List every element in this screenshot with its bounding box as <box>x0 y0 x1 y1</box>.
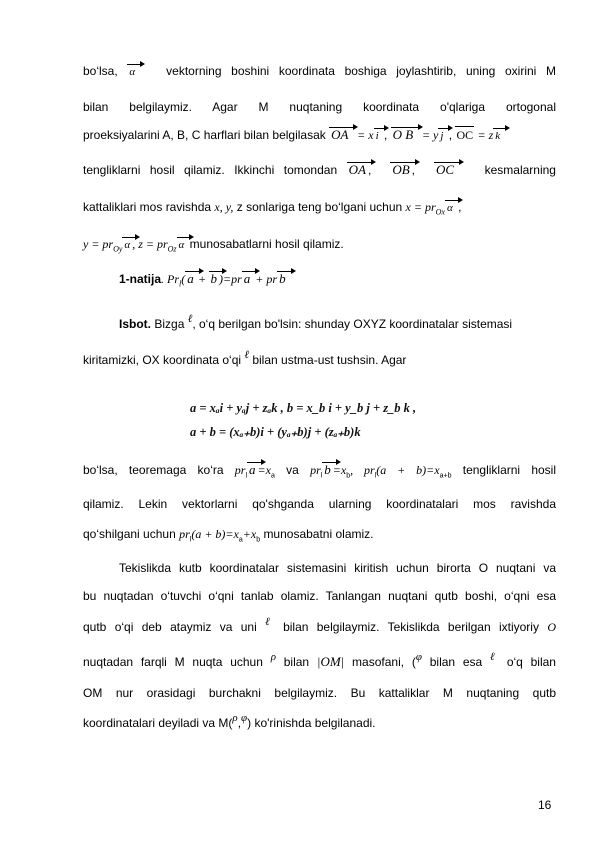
page-number: 16 <box>538 798 552 812</box>
text-line-12: qo‘shilgani uchun $pr_l(a + b)=x_a+x_b$ munosabatni olamiz. <box>83 527 374 544</box>
text-line-5: kattaliklari mos ravishda x, y, z sonlariga teng bo‘lgani uchun $x = pr_{Ox}$ α , <box>83 200 462 217</box>
text-line-3: proeksiyalarini A, B, C harflari bilan belgilasak OA = x i , O B = y j , OC = z k <box>83 127 501 142</box>
text-line-4: tengliklarni hosil qilamiz. Ikkinchi tomondan OA , OB , OC kesmalarning <box>83 162 556 177</box>
text-line-9: kiritamizki, OX koordinata o‘qi ℓ bilan ustma-ust tushsin. Agar <box>83 349 407 367</box>
vector-sum-equation <box>190 397 428 445</box>
text-line-16: nuqtadan farqli M nuqta uchun ρ bilan |OM| masofani, (φ bilan esa ℓ o‘q bilan <box>83 651 556 669</box>
text-line-13: Tekislikda kutb koordinatalar sistemasini kiritish uchun birorta O nuqtani va <box>119 561 556 575</box>
text-line-1: bo‘lsa, α vektorning boshini koordinata boshiga joylashtirib, uning oxirini M <box>83 64 556 78</box>
text-line-18: koordinatalari deyiladi va M(ρ,φ) ko'rinishda belgilanadi. <box>83 712 376 730</box>
result-label: 1-natija <box>119 272 162 286</box>
text-line-15: qutb o‘qi deb ataymiz va uni ℓ bilan belgilaymiz. Tekislikda berilgan ixtiyoriy O <box>83 616 556 634</box>
vector-oa: OA <box>331 127 349 142</box>
text-line-10: bo‘lsa, teoremaga ko‘ra $pr_l$ $a =x_a$ va $pr_l$ $b =x_b$, $pr_l(a + b)=x_{a+b}$ tengliklarni hosil <box>83 462 557 480</box>
proof-label: Isbot. <box>119 317 151 331</box>
text-line-6: $y = pr_{Oy}$ α , $z = pr_{Oz}$ α munosabatlarni hosil qilamiz. <box>83 237 344 254</box>
vector-ob: O B <box>392 127 414 142</box>
text-line-2: bilan belgilaymiz. Agar M nuqtaning koordinata o'qlariga ortogonal <box>83 100 556 114</box>
vector-alpha: α <box>129 66 136 78</box>
segment-oc: OC <box>456 128 474 142</box>
result-1-line: 1-natija. $Pr_l$( a + b )=pr a + pr b <box>119 271 286 289</box>
text-line-11: qilamiz. Lekin vektorlarni qo'shganda ularning koordinatalari mos ravishda <box>83 497 556 511</box>
proof-line: Isbot. Bizga ℓ, o‘q berilgan bo'lsin: shunday OXYZ koordinatalar sistemasi <box>119 313 513 331</box>
equation-row-1: a = xₐi + yₐj + zₐk , b = x_b i + y_b j + z_b k , <box>190 401 417 415</box>
equation-row-2: a + b = (xₐ₊b)i + (yₐ₊b)j + (zₐ₊b)k <box>190 425 361 439</box>
text-line-17: OM nur orasidagi burchakni belgilaymiz. Bu kattaliklar M nuqtaning qutb <box>83 686 556 700</box>
text-line-14: bu nuqtadan o‘tuvchi o‘qni tanlab olamiz. Tanlangan nuqtani qutb boshi, o‘qni esa <box>83 589 556 603</box>
